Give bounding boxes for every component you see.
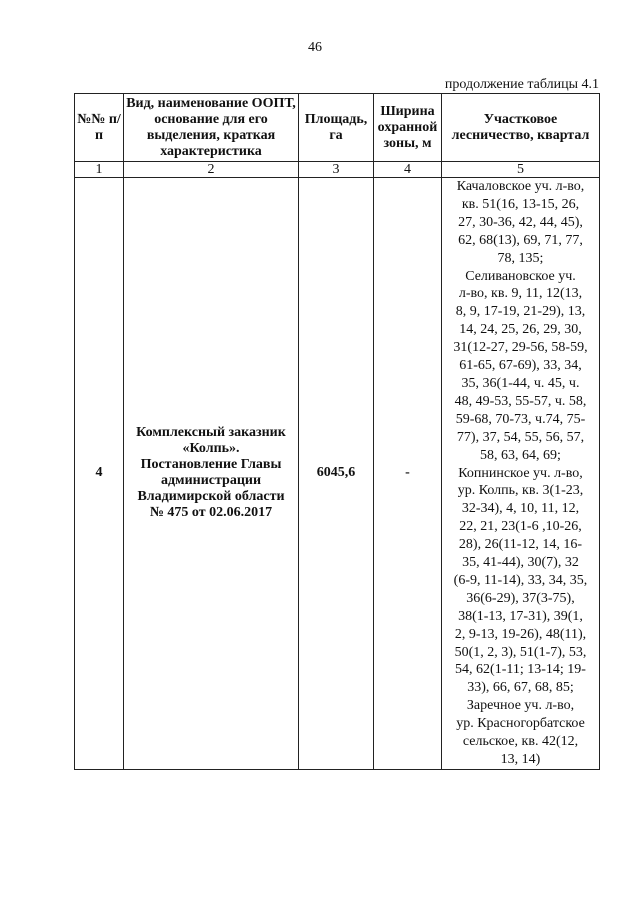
kvartal-line: 62, 68(13), 69, 71, 77, bbox=[458, 232, 583, 248]
row-number: 4 bbox=[75, 178, 124, 770]
header-forestry: Участковое лесничество, квартал bbox=[442, 94, 600, 162]
name-line: Постановление Главы bbox=[140, 457, 282, 473]
column-number-4: 4 bbox=[374, 162, 442, 178]
kvartal-line: сельское, кв. 42(12, bbox=[462, 734, 579, 750]
kvartal-line: 35, 41-44), 30(7), 32 bbox=[462, 555, 579, 571]
kvartal-line: 8, 9, 17-19, 21-29), 13, bbox=[455, 304, 586, 320]
kvartal-line: 31(12-27, 29-56, 58-59, bbox=[453, 340, 588, 356]
row-kvartals bbox=[442, 178, 600, 770]
kvartal-line: Селивановское уч. bbox=[465, 268, 576, 284]
kvartal-line: 35, 36(1-44, ч. 45, ч. bbox=[461, 375, 580, 391]
kvartal-line: 13, 14) bbox=[500, 752, 541, 767]
table-caption: продолжение таблицы 4.1 bbox=[444, 77, 599, 92]
kvartal-line: 14, 24, 25, 26, 29, 30, bbox=[459, 322, 582, 338]
kvartal-line: Заречное уч. л-во, bbox=[466, 698, 575, 714]
kvartal-line: 48, 49-53, 55-57, ч. 58, bbox=[454, 393, 587, 409]
column-number-2: 2 bbox=[124, 162, 299, 178]
name-line: Владимирской области bbox=[137, 489, 285, 505]
column-number-3: 3 bbox=[299, 162, 374, 178]
kvartal-line: 22, 21, 23(1-6 ,10-26, bbox=[459, 519, 582, 535]
header-zone-width: Ширина охранной зоны, м bbox=[374, 94, 442, 162]
kvartal-line: 61-65, 67-69), 33, 34, bbox=[459, 358, 582, 374]
kvartal-line: ур. Красногорбатское bbox=[456, 716, 585, 732]
kvartal-line: 32-34), 4, 10, 11, 12, bbox=[461, 501, 580, 517]
kvartal-line: 27, 30-36, 42, 44, 45), bbox=[458, 214, 583, 230]
kvartal-line: л-во, кв. 9, 11, 12(13, bbox=[458, 286, 583, 302]
kvartal-line: 28), 26(11-12, 14, 16- bbox=[458, 537, 583, 553]
kvartal-line: 78, 135; bbox=[497, 250, 544, 266]
column-number-1: 1 bbox=[75, 162, 124, 178]
name-line: № 475 от 02.06.2017 bbox=[149, 505, 273, 521]
kvartal-line: (6-9, 11-14), 33, 34, 35, bbox=[453, 572, 588, 588]
page-number: 46 bbox=[308, 40, 322, 55]
kvartal-line: 36(6-29), 37(3-75), bbox=[466, 590, 575, 606]
kvartal-line: кв. 51(16, 13-15, 26, bbox=[461, 196, 580, 212]
kvartal-line: Качаловское уч. л-во, bbox=[456, 179, 585, 194]
kvartal-line: 33), 66, 67, 68, 85; bbox=[467, 680, 574, 696]
table-row bbox=[75, 178, 600, 770]
kvartal-line: ур. Колпь, кв. 3(1-23, bbox=[457, 483, 584, 499]
kvartal-line: 77), 37, 54, 55, 56, 57, bbox=[456, 429, 585, 445]
column-numbers-row bbox=[75, 162, 600, 178]
name-line: «Колпь». bbox=[182, 441, 240, 457]
kvartal-line: 2, 9-13, 19-26), 48(11), bbox=[454, 626, 587, 642]
kvartal-line: 54, 62(1-11; 13-14; 19- bbox=[455, 662, 586, 678]
header-name: Вид, наименование ООПТ, основание для его выделения, краткая характеристика bbox=[124, 94, 299, 162]
header-row bbox=[75, 94, 600, 162]
column-number-5: 5 bbox=[442, 162, 600, 178]
header-number: №№ п/п bbox=[75, 94, 124, 162]
row-zone-width: - bbox=[374, 178, 442, 770]
kvartal-line: Копнинское уч. л-во, bbox=[458, 465, 583, 481]
header-area: Площадь, га bbox=[299, 94, 374, 162]
oopt-table bbox=[74, 93, 600, 770]
row-area: 6045,6 bbox=[299, 178, 374, 770]
row-name bbox=[124, 178, 299, 770]
kvartal-line: 58, 63, 64, 69; bbox=[480, 447, 561, 463]
kvartal-line: 59-68, 70-73, ч.74, 75- bbox=[455, 411, 586, 427]
name-line: администрации bbox=[160, 473, 262, 489]
name-line: Комплексный заказник bbox=[136, 425, 286, 441]
kvartal-line: 50(1, 2, 3), 51(1-7), 53, bbox=[454, 644, 587, 660]
kvartal-line: 38(1-13, 17-31), 39(1, bbox=[458, 608, 583, 624]
